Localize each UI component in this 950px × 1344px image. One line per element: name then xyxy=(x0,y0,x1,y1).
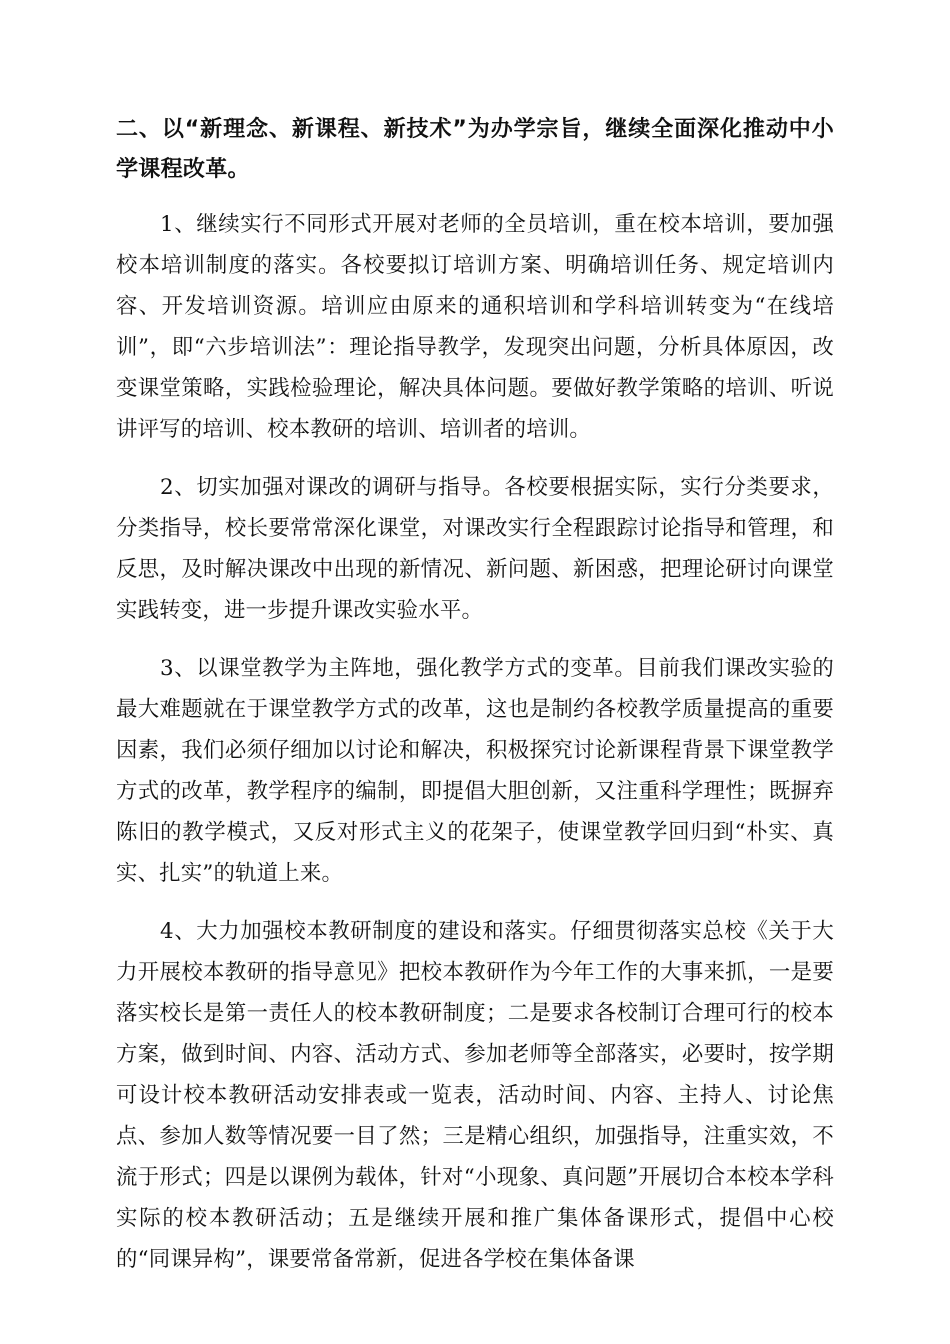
paragraph-3: 3、以课堂教学为主阵地，强化教学方式的变革。目前我们课改实验的最大难题就在于课堂教学方式的改革，这也是制约各校教学质量提高的重要因素，我们必须仔细加以讨论和解决，积极探究讨论新课程背景下课堂教学方式的改革，教学程序的编制，即提倡大胆创新，又注重科学理性；既摒弃陈旧的教学模式，又反对形式主义的花架子，使课堂教学回归到“朴实、真实、扎实”的轨道上来。 xyxy=(116,656,834,886)
paragraph-1: 1、继续实行不同形式开展对老师的全员培训，重在校本培训，要加强校本培训制度的落实。各校要拟订培训方案、明确培训任务、规定培训内容、开发培训资源。培训应由原来的通积培训和学科培训转变为“在线培训”，即“六步培训法”：理论指导教学，发现突出问题，分析具体原因，改变课堂策略，实践检验理论，解决具体问题。要做好教学策略的培训、听说讲评写的培训、校本教研的培训、培训者的培训。 xyxy=(116,212,834,442)
paragraph-4: 4、大力加强校本教研制度的建设和落实。仔细贯彻落实总校《关于大力开展校本教研的指导意见》把校本教研作为今年工作的大事来抓，一是要落实校长是第一责任人的校本教研制度；二是要求各校制订合理可行的校本方案，做到时间、内容、活动方式、参加老师等全部落实，必要时，按学期可设计校本教研活动安排表或一览表，活动时间、内容、主持人、讨论焦点、参加人数等情况要一目了然；三是精心组织，加强指导，注重实效，不流于形式；四是以课例为载体，针对“小现象、真问题”开展切合本校本学科实际的校本教研活动；五是继续开展和推广集体备课形式，提倡中心校的“同课异构”，课要常备常新，促进各学校在集体备课 xyxy=(116,919,834,1272)
document-body xyxy=(116,110,834,1297)
paragraph-2: 2、切实加强对课改的调研与指导。各校要根据实际，实行分类要求，分类指导，校长要常常深化课堂，对课改实行全程跟踪讨论指导和管理，和反思，及时解决课改中出现的新情况、新问题、新困惑，把理论研讨向课堂实践转变，进一步提升课改实验水平。 xyxy=(116,475,834,623)
section-heading: 二、以“新理念、新课程、新技术”为办学宗旨，继续全面深化推动中小学课程改革。 xyxy=(116,117,834,182)
